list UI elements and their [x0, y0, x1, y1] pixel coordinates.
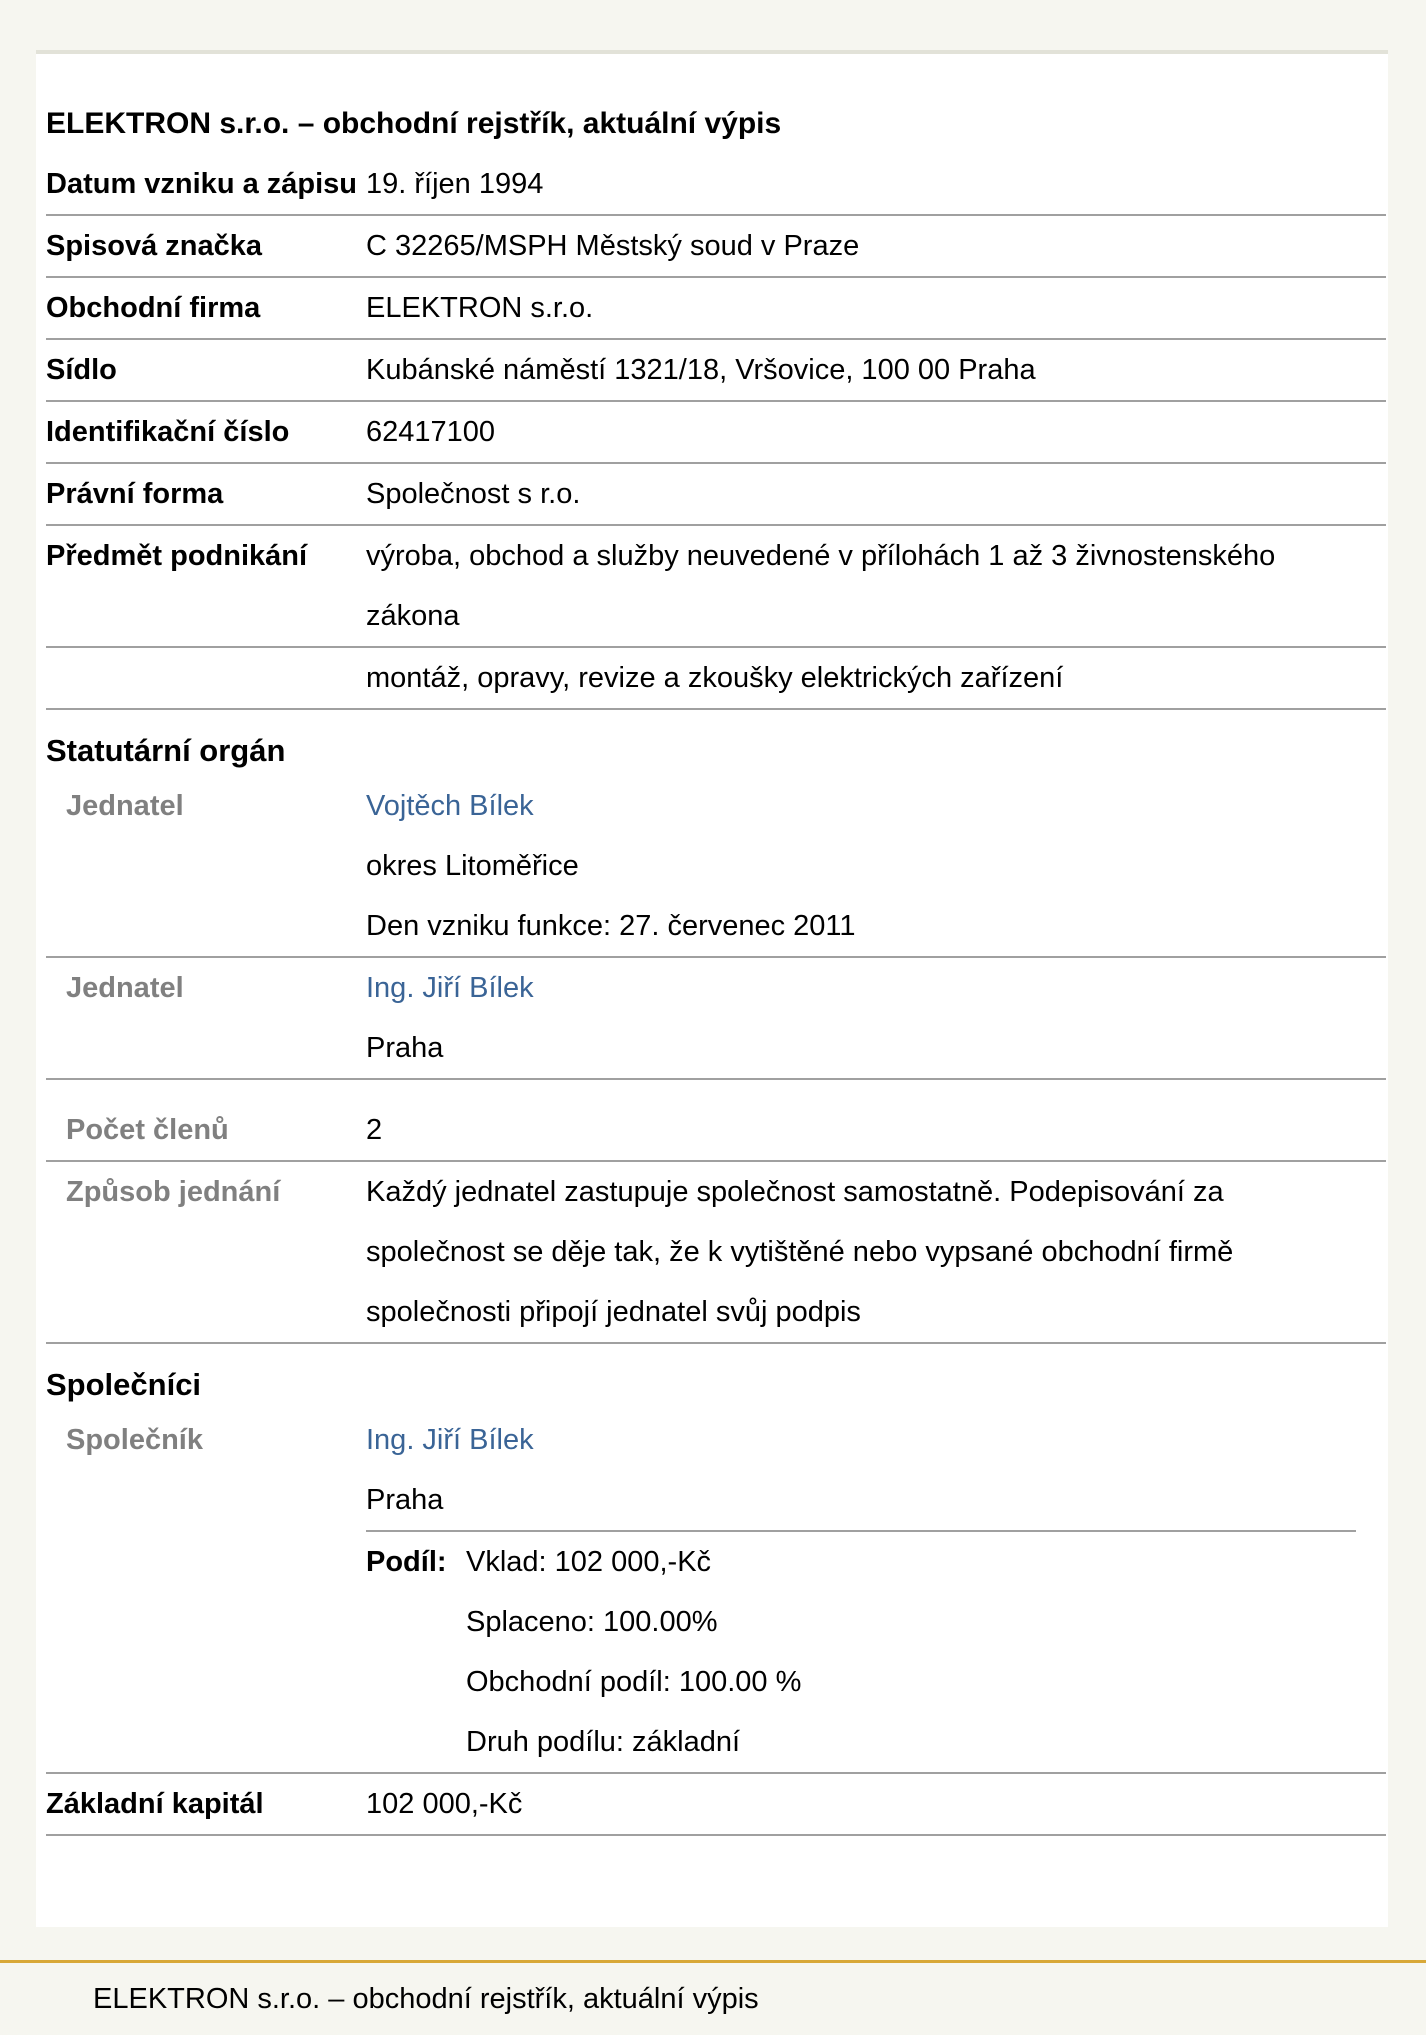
value-zpusob-jednani: Každý jednatel zastupuje společnost samostatně. Podepisování za společnost se děje tak, že k vytištěné nebo vypsané obchodní firmě společnosti připojí jednatel svůj podpis [366, 1176, 1234, 1328]
spolecnik-address: Praha [366, 1484, 444, 1516]
row-jednatel-2 [46, 958, 1386, 1080]
label-sidlo: Sídlo [46, 354, 117, 386]
value-obchodni-firma: ELEKTRON s.r.o. [366, 292, 594, 324]
row-spisova-znacka [46, 216, 1386, 278]
label-obchodni-firma: Obchodní firma [46, 292, 261, 324]
row-obchodni-firma [46, 278, 1386, 340]
podil-druh: Druh podílu: základní [466, 1726, 741, 1758]
jednatel-name-link[interactable]: Vojtěch Bílek [366, 790, 534, 822]
value-sidlo: Kubánské náměstí 1321/18, Vršovice, 100 00 Praha [366, 354, 1036, 386]
row-datum-vzniku [46, 154, 1386, 216]
value-pocet-clenu: 2 [366, 1114, 383, 1146]
label-identifikacni-cislo: Identifikační číslo [46, 416, 290, 448]
label-datum-vzniku: Datum vzniku a zápisu [46, 168, 358, 200]
row-spolecnik [46, 1410, 1386, 1774]
value-identifikacni-cislo: 62417100 [366, 416, 496, 448]
section-title-spolecnici: Společníci [46, 1367, 202, 1402]
label-spolecnik: Společník [66, 1424, 203, 1456]
page-footer [0, 1960, 1426, 2035]
page-title: ELEKTRON s.r.o. – obchodní rejstřík, aktuální výpis [46, 107, 782, 140]
podil-vklad: Vklad: 102 000,-Kč [466, 1546, 712, 1578]
document-sheet [36, 50, 1388, 1927]
row-predmet-podnikani-2 [46, 648, 1386, 710]
jednatel-den-vzniku: Den vzniku funkce: 27. červenec 2011 [366, 910, 856, 942]
label-jednatel: Jednatel [66, 972, 184, 1004]
row-jednatel-1 [46, 776, 1386, 958]
value-spisova-znacka: C 32265/MSPH Městský soud v Praze [366, 230, 860, 262]
row-zakladni-kapital [46, 1774, 1386, 1836]
row-pravni-forma [46, 464, 1386, 526]
row-zpusob-jednani [46, 1162, 1386, 1344]
podil-obchodni: Obchodní podíl: 100.00 % [466, 1666, 802, 1698]
footer-title: ELEKTRON s.r.o. – obchodní rejstřík, aktuální výpis [93, 1983, 759, 2015]
label-podil: Podíl: [366, 1546, 447, 1578]
value-zakladni-kapital: 102 000,-Kč [366, 1788, 523, 1820]
section-title-statutarni-organ: Statutární orgán [46, 733, 286, 768]
label-pocet-clenu: Počet členů [66, 1114, 229, 1146]
row-pocet-clenu [46, 1080, 1386, 1162]
label-spisova-znacka: Spisová značka [46, 230, 262, 262]
podil-splaceno: Splaceno: 100.00% [466, 1606, 718, 1638]
row-identifikacni-cislo [46, 402, 1386, 464]
label-predmet-podnikani: Předmět podnikání [46, 540, 308, 572]
jednatel-address: okres Litoměřice [366, 850, 579, 882]
label-zakladni-kapital: Základní kapitál [46, 1788, 264, 1820]
row-predmet-podnikani [46, 526, 1386, 648]
register-extract [46, 54, 1386, 1836]
value-predmet-podnikani-2: montáž, opravy, revize a zkoušky elektrických zařízení [366, 662, 1064, 694]
jednatel-address: Praha [366, 1032, 444, 1064]
label-jednatel: Jednatel [66, 790, 184, 822]
value-pravni-forma: Společnost s r.o. [366, 478, 581, 510]
jednatel-name-link[interactable]: Ing. Jiří Bílek [366, 972, 534, 1004]
value-predmet-podnikani-1: výroba, obchod a služby neuvedené v přílohách 1 až 3 živnostenského zákona [366, 540, 1276, 632]
spolecnik-name-link[interactable]: Ing. Jiří Bílek [366, 1424, 534, 1456]
podil-block [366, 1530, 1356, 1772]
label-zpusob-jednani: Způsob jednání [66, 1176, 281, 1208]
row-sidlo [46, 340, 1386, 402]
label-pravni-forma: Právní forma [46, 478, 224, 510]
value-datum-vzniku: 19. říjen 1994 [366, 168, 544, 200]
